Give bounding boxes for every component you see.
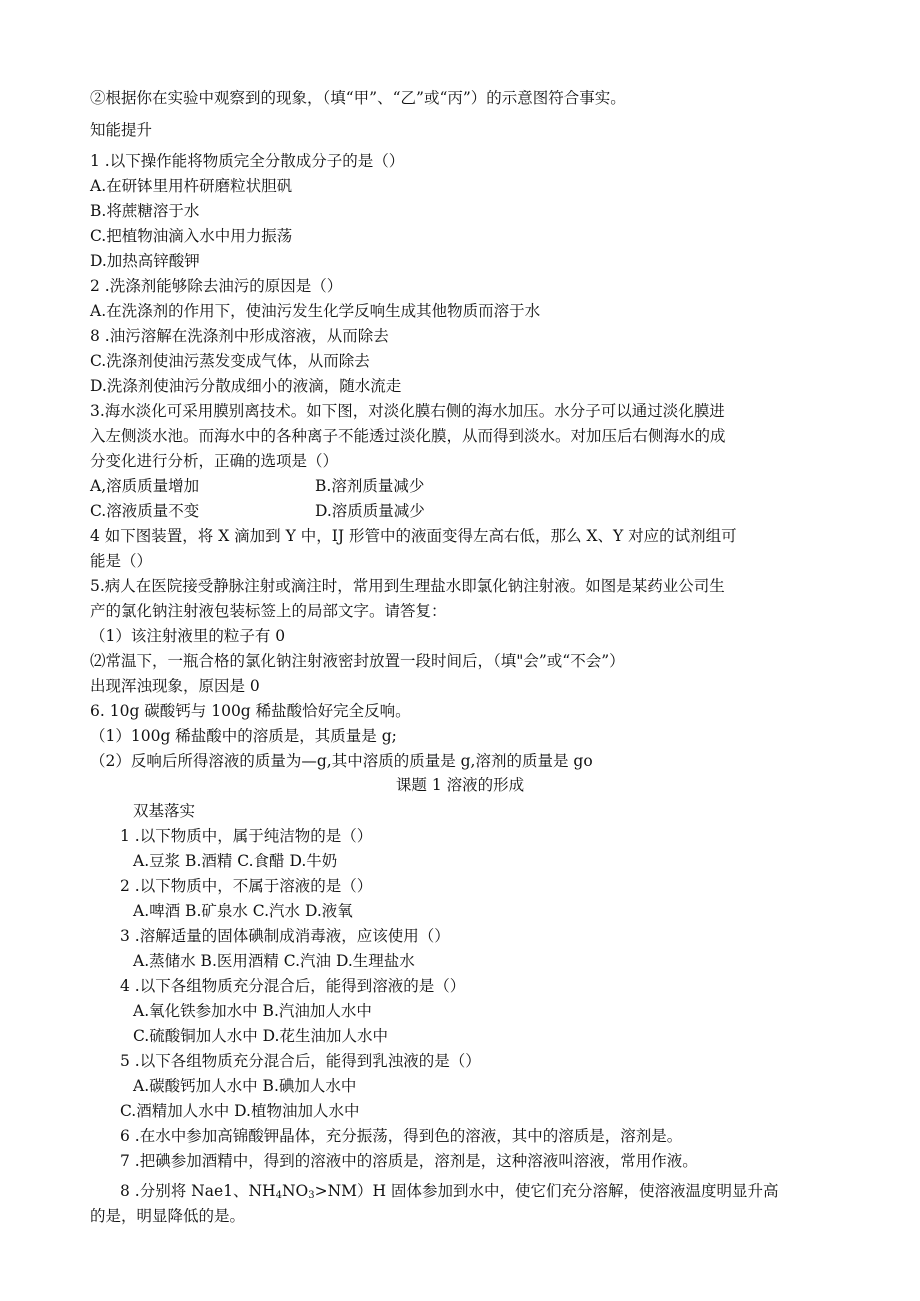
option: C.洗涤剂使油污蒸发变成气体，从而除去 [90,352,370,370]
question: 6. 10g 碳酸钙与 100g 稀盐酸恰好完全反响。 [90,702,411,720]
section-heading: 双基落实 [133,802,196,820]
option: A.碳酸钙加人水中 B.碘加人水中 [133,1077,357,1095]
question: 6 .在水中参加高锦酸钾晶体，充分振荡，得到色的溶液，其中的溶质是，溶剂是。 [120,1127,683,1145]
question: 5.病人在医院接受静脉注射或滴注时，常用到生理盐水即氯化钠注射液。如图是某药业公司生 [90,577,725,595]
option: A.氧化铁参加水中 B.汽油加人水中 [133,1002,372,1020]
question: 入左侧淡水池。而海水中的各种离子不能透过淡化膜，从而得到淡水。对加压后右侧海水的成 [90,427,726,445]
sub-question: （1）100g 稀盐酸中的溶质是，其质量是 g; [90,727,397,745]
section-heading: 知能提升 [90,121,153,139]
text-line: ②根据你在实验中观察到的现象，（填“甲”、“乙”或“丙”）的示意图符合事实。 [90,89,626,107]
question: 分变化进行分析，正确的选项是（） [90,452,339,470]
option: D.溶质质量减少 [315,502,425,520]
question: 5 .以下各组物质充分混合后，能得到乳浊液的是（） [120,1052,481,1070]
option-row [90,501,425,521]
option: 8 .油污溶解在洗涤剂中形成溶液，从而除去 [90,327,389,345]
question: 8 .分别将 Nae1、$NH_4NO_3>NM)H$ 固体参加到水中，使它们充分溶解，使溶液温度明显升高 [120,1182,779,1201]
option: A.在研钵里用杵研磨粒状胆矾 [90,177,293,195]
option: A.在洗涤剂的作用下，使油污发生化学反响生成其他物质而溶于水 [90,302,541,320]
lesson-title: 课题 1 溶液的形成 [395,776,525,794]
option: A,溶质质量增加 [90,477,200,495]
question: 的是，明显降低的是。 [90,1207,246,1225]
option: A.蒸储水 B.医用酒精 C.汽油 D.生理盐水 [133,952,415,970]
question: 产的氯化钠注射液包装标签上的局部文字。请答复： [90,602,447,620]
question: 2 .以下物质中，不属于溶液的是（） [120,877,373,895]
option: C.硫酸铜加人水中 D.花生油加人水中 [133,1027,388,1045]
sub-question: （2）反响后所得溶液的质量为—g,其中溶质的质量是 g,溶剂的质量是 go [90,752,593,770]
question: 3.海水淡化可采用膜别离技术。如下图，对淡化膜右侧的海水加压。水分子可以通过淡化膜进 [90,402,725,420]
option: A.豆浆 B.酒精 C.食醋 D.牛奶 [133,852,338,870]
question: 1 .以下物质中，属于纯洁物的是（） [120,827,373,845]
option: C.酒精加人水中 D.植物油加人水中 [120,1102,360,1120]
question: 1 .以下操作能将物质完全分散成分子的是（） [90,152,405,170]
option: C.溶液质量不变 [90,502,200,520]
question: 4 .以下各组物质充分混合后，能得到溶液的是（） [120,977,466,995]
question: 7 .把碘参加酒精中，得到的溶液中的溶质是，溶剂是，这种溶液叫溶液，常用作液。 [120,1152,698,1170]
question: 3 .溶解适量的固体碘制成消毒液，应该使用（） [120,927,450,945]
option: D.加热高锌酸钾 [90,252,200,270]
option-row [90,476,425,496]
sub-question: 出现浑浊现象，原因是 0 [90,677,260,695]
sub-question: ⑵常温下，一瓶合格的氯化钠注射液密封放置一段时间后，（填"会”或“不会”） [90,652,625,670]
option: A.啤酒 B.矿泉水 C.汽水 D.液氧 [133,902,353,920]
option: C.把植物油滴入水中用力振荡 [90,227,293,245]
option: B.溶剂质量减少 [315,477,425,495]
question: 2 .洗涤剂能够除去油污的原因是（） [90,277,343,295]
option: B.将蔗糖溶于水 [90,202,200,220]
question: 4 如下图装置，将 X 滴加到 Y 中，IJ 形管中的液面变得左高右低，那么 X、Y 对应的试剂组可 [90,527,737,545]
sub-question: （1）该注射液里的粒子有 0 [90,627,286,645]
option: D.洗涤剂使油污分散成细小的液滴，随水流走 [90,377,402,395]
question: 能是（） [90,552,153,570]
